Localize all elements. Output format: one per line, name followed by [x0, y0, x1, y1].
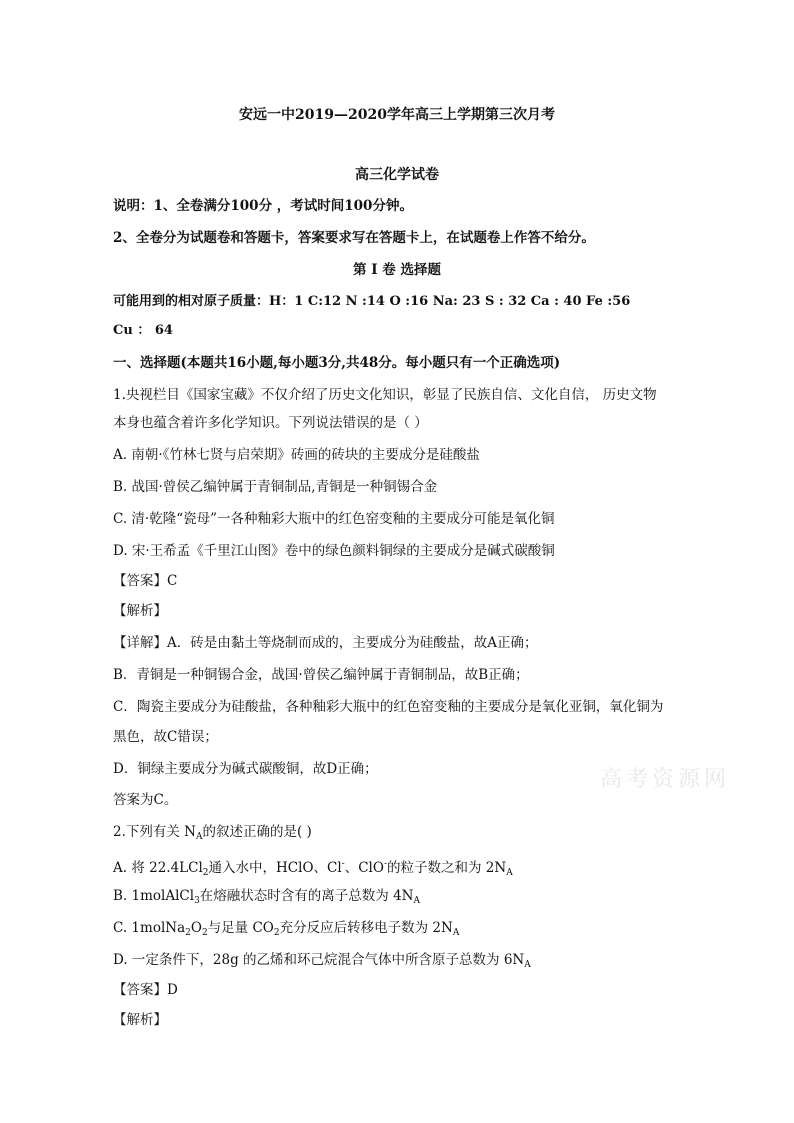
exam-subtitle: 高三化学试卷	[355, 167, 439, 183]
q1-conclusion: 答案为C。	[113, 792, 178, 808]
q2-stem	[113, 823, 312, 846]
q1-detail-d: D．铜绿主要成分为碱式碳酸铜，故D正确；	[113, 761, 378, 777]
q2-a-sup2: -	[383, 859, 387, 869]
q2-c-sub4: A	[452, 928, 460, 938]
q2-a-mid2: 、ClO	[344, 860, 384, 876]
part-heading: 一、选择题(本题共16小题,每小题3分,共48分。每小题只有一个正确选项)	[113, 355, 561, 371]
q1-analysis-label: 【解析】	[113, 603, 167, 619]
q1-detail-b: B．青铜是一种铜锡合金，战国·曾侯乙编钟属于青铜制品，故B正确；	[113, 667, 529, 683]
q1-answer: 【答案】C	[113, 573, 178, 589]
q1-stem-line-1: 1.央视栏目《国家宝藏》不仅介绍了历史文化知识，彰显了民族自信、文化自信， 历史文物	[113, 387, 657, 403]
q2-option-b	[113, 887, 420, 910]
q1-detail-c-line-1: C．陶瓷主要成分为硅酸盐，各种釉彩大瓶中的红色窑变釉的主要成分是氧化亚铜，氧化铜为	[113, 699, 664, 715]
q1-option-d: D. 宋·王希孟《千里江山图》卷中的绿色颜料铜绿的主要成分是碱式碳酸铜	[113, 543, 555, 559]
q2-stem-pre: 2.下列有关 N	[113, 824, 196, 840]
atomic-masses-line-1: 可能用到的相对原子质量：H：1 C:12 N :14 O :16 Na: 23 S : 32 Ca : 40 Fe :56	[113, 294, 631, 309]
q1-detail-a: 【详解】A．砖是由黏土等烧制而成的，主要成分为硅酸盐，故A正确；	[113, 635, 538, 651]
q2-option-d	[113, 951, 531, 974]
q2-a-sub1: 2	[202, 868, 209, 878]
q2-b-sub1: 3	[194, 896, 200, 906]
q2-answer: 【答案】D	[113, 982, 178, 998]
q2-option-a	[113, 855, 513, 882]
q1-option-a: A. 南朝·《竹林七贤与启荣期》砖画的砖块的主要成分是硅酸盐	[113, 447, 480, 463]
q2-b-mid: 在熔融状态时含有的离子总数为 4N	[199, 888, 414, 904]
q2-a-mid1: 通入水中，HClO、Cl	[208, 860, 342, 876]
watermark: 高考资源网	[600, 767, 731, 792]
q2-a-sup1: -	[341, 859, 345, 869]
q2-stem-sub: A	[195, 832, 203, 842]
q2-option-c	[113, 919, 459, 942]
q2-c-mid1: 与足量 CO	[207, 920, 274, 936]
q2-analysis-label: 【解析】	[113, 1012, 167, 1028]
q2-c-mid2: 充分反应后转移电子数为 2N	[279, 920, 453, 936]
q2-a-sub2: A	[506, 868, 513, 878]
q2-c-pre: C. 1molNa	[113, 920, 186, 936]
q2-stem-post: 的叙述正确的是( )	[202, 824, 312, 840]
q2-a-mid3: 的粒子数之和为 2N	[386, 860, 507, 876]
q1-option-c: C. 清·乾隆“瓷母”一各种釉彩大瓶中的红色窑变釉的主要成分可能是氧化铜	[113, 511, 555, 527]
instruction-line-1: 说明：1、全卷满分100分 ，考试时间100分钟。	[113, 198, 413, 214]
q2-c-sub3: 2	[273, 928, 280, 938]
q2-c-sub2: 2	[201, 928, 208, 938]
q1-detail-c-line-2: 黑色，故C错误；	[113, 729, 218, 745]
q2-d-pre: D. 一定条件下，28g 的乙烯和环己烷混合气体中所含原子总数为 6N	[113, 952, 525, 968]
q2-c-o: O	[190, 920, 202, 936]
q2-d-sub: A	[524, 960, 531, 970]
instruction-line-2: 2、全卷分为试题卷和答题卡，答案要求写在答题卡上，在试题卷上作答不给分。	[113, 230, 595, 246]
q2-b-pre: B. 1molAlCl	[113, 888, 195, 904]
q1-stem-line-2: 本身也蕴含着许多化学知识。下列说法错误的是（ ）	[113, 415, 428, 431]
q2-b-sub2: A	[413, 896, 420, 906]
q2-c-sub1: 2	[185, 928, 191, 938]
atomic-masses-line-2: Cu ： 64	[113, 323, 173, 338]
section-title: 第 Ⅰ 卷 选择题	[353, 262, 441, 278]
q2-a-pre: A. 将 22.4LCl	[113, 860, 203, 876]
exam-title: 安远一中2019—2020学年高三上学期第三次月考	[239, 107, 555, 123]
q1-option-b: B. 战国·曾侯乙编钟属于青铜制品,青铜是一种铜锡合金	[113, 479, 438, 495]
